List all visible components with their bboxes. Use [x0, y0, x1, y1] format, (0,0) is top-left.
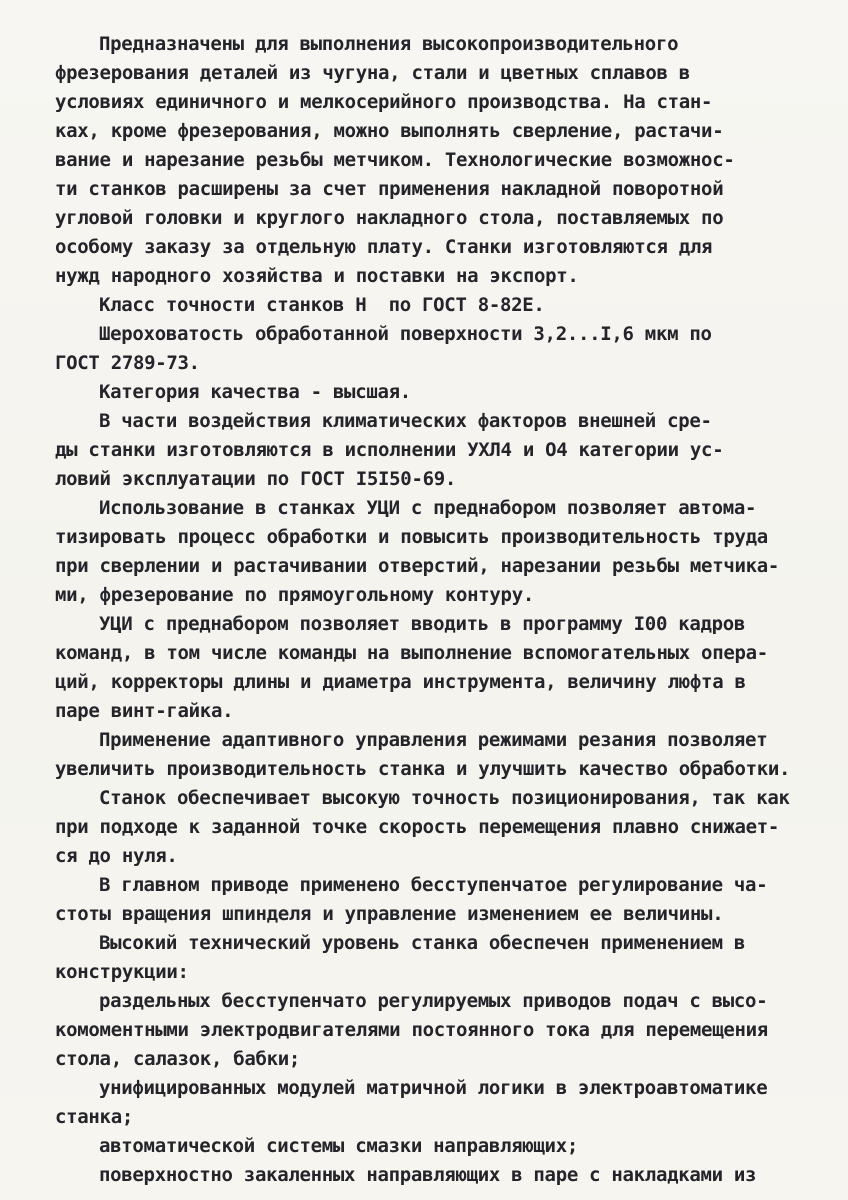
text-line: поверхностно закаленных направляющих в паре с накладками из	[99, 1164, 757, 1186]
text-line: стоты вращения шпинделя и управление изменением ее величины.	[55, 903, 724, 925]
text-line: В части воздействия климатических факторов внешней сре-	[99, 410, 712, 432]
text-line: унифицированных модулей матричной логики в электроавтоматике	[99, 1077, 768, 1099]
text-line: паре винт-гайка.	[55, 700, 234, 722]
text-line: тизировать процесс обработки и повысить производительность труда	[55, 526, 768, 548]
document-body	[55, 30, 828, 1190]
text-line: фрезерования деталей из чугуна, стали и цветных сплавов в	[55, 62, 690, 84]
text-line: увеличить производительность станка и улучшить качество обработки.	[55, 758, 791, 780]
text-line: Класс точности станков Н по ГОСТ 8-82Е.	[99, 294, 545, 316]
text-line: особому заказу за отдельную плату. Станки изготовляются для	[55, 236, 713, 258]
text-line: станка;	[55, 1106, 133, 1128]
text-line: при подходе к заданной точке скорость перемещения плавно снижает-	[55, 816, 780, 838]
text-line: Предназначены для выполнения высокопроизводительного	[99, 33, 679, 55]
text-line: конструкции:	[55, 961, 189, 983]
text-line: условиях единичного и мелкосерийного производства. На стан-	[55, 91, 713, 113]
text-line: команд, в том числе команды на выполнение вспомогательных опера-	[55, 642, 768, 664]
text-line: Применение адаптивного управления режимами резания позволяет	[99, 729, 768, 751]
text-line: ловий эксплуатации по ГОСТ I5I50-69.	[55, 468, 457, 490]
text-line: УЦИ с преднабором позволяет вводить в программу I00 кадров	[99, 613, 746, 635]
text-line: В главном приводе применено бесступенчатое регулирование ча-	[99, 874, 768, 896]
text-line: ках, кроме фрезерования, можно выполнять сверление, растачи-	[55, 120, 724, 142]
text-line: ГОСТ 2789-73.	[55, 352, 200, 374]
text-line: Использование в станках УЦИ с преднабором позволяет автома-	[99, 497, 757, 519]
text-line: автоматической системы смазки направляющих;	[99, 1135, 578, 1157]
text-line: угловой головки и круглого накладного стола, поставляемых по	[55, 207, 724, 229]
text-line: ми, фрезерование по прямоугольному контуру.	[55, 584, 534, 606]
text-line: Шероховатость обработанной поверхности 3,2...I,6 мкм по	[99, 323, 712, 345]
text-line: при сверлении и растачивании отверстий, нарезании резьбы метчика-	[55, 555, 780, 577]
text-line: ций, корректоры длины и диаметра инструмента, величину люфта в	[55, 671, 746, 693]
text-line: Высокий технический уровень станка обеспечен применением в	[99, 932, 746, 954]
text-line: комоментными электродвигателями постоянного тока для перемещения	[55, 1019, 768, 1041]
text-line: ды станки изготовляются в исполнении УХЛ4 и О4 категории ус-	[55, 439, 724, 461]
text-line: стола, салазок, бабки;	[55, 1048, 301, 1070]
text-line: вание и нарезание резьбы метчиком. Технологические возможнос-	[55, 149, 735, 171]
text-line: Категория качества - высшая.	[99, 381, 411, 403]
text-line: нужд народного хозяйства и поставки на экспорт.	[55, 265, 579, 287]
text-line: ти станков расширены за счет применения накладной поворотной	[55, 178, 724, 200]
text-line: Станок обеспечивает высокую точность позиционирования, так как	[99, 787, 790, 809]
text-line: ся до нуля.	[55, 845, 178, 867]
text-line: раздельных бесступенчато регулируемых приводов подач с высо-	[99, 990, 768, 1012]
